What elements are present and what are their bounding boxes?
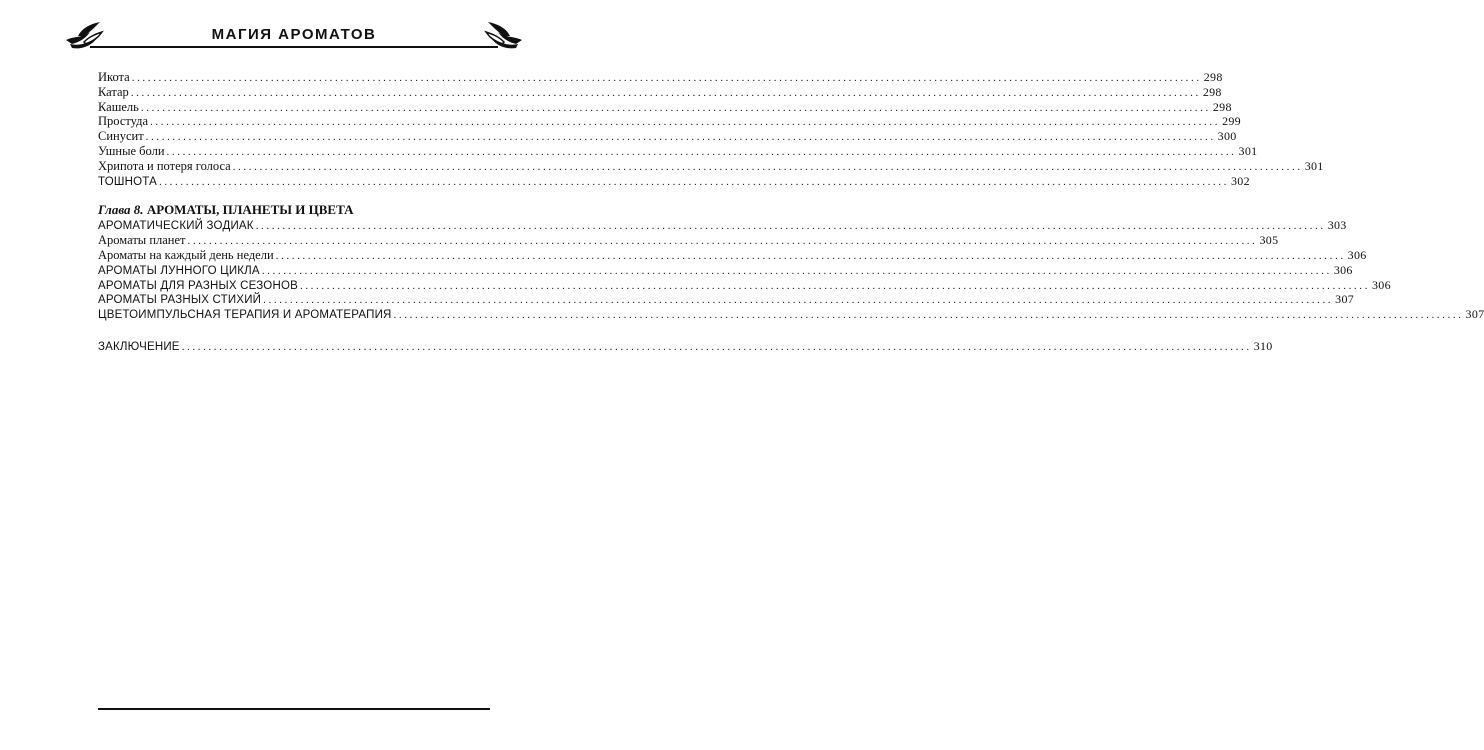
toc-entry-label: Икота [98,70,130,84]
toc-entry-label: Ушные боли [98,143,165,158]
toc-entry [98,143,1258,159]
toc-entry-label: Простуда [98,114,149,129]
toc-entry-label: АРОМАТЫ ДЛЯ РАЗНЫХ СЕЗОНОВ [98,279,298,292]
leader-dots: ........................................................................................................................................................................................................ [261,264,1332,277]
toc-entry-label: Ароматы планет [98,233,186,248]
toc-entry [98,307,1484,322]
toc-entry-page: 307 [1465,307,1484,322]
toc-entry-label: ЗАКЛЮЧЕНИЕ [98,340,180,353]
toc-entry-label: Кашель [98,99,139,114]
leader-dots: ........................................................................................................................................................................................................ [158,175,1229,188]
toc-entry [98,173,1250,189]
chapter-heading [98,202,486,218]
toc-entry [98,262,1353,278]
running-header [76,22,512,52]
footer-rule [98,708,490,710]
toc-entry-page: 298 [1203,70,1223,84]
chapter-title: АРОМАТЫ, ПЛАНЕТЫ И ЦВЕТА [146,202,354,218]
toc-entry-label: АРОМАТЫ ЛУННОГО ЦИКЛА [98,264,260,277]
leader-dots: ........................................................................................................................................................................................................ [263,294,1334,307]
toc-entry-page: 301 [1238,143,1258,158]
toc-entry-conclusion [98,338,1273,354]
toc-entry [98,70,1223,85]
toc-entry [98,114,1241,129]
leader-dots: ........................................................................................................................................................................................................ [255,220,1326,233]
toc-entry-page: 302 [1230,173,1250,188]
leader-dots: ........................................................................................................................................................................................................ [140,101,1211,114]
toc-entry-page: 300 [1217,129,1237,144]
toc-group-ailments [98,70,1324,188]
leader-dots: ........................................................................................................................................................................................................ [393,309,1464,322]
toc-entry-page: 301 [1304,158,1324,173]
running-header-title: МАГИЯ АРОМАТОВ [211,26,377,43]
toc-entry [98,218,1347,233]
toc-entry [98,129,1237,144]
toc-entry-page: 303 [1327,218,1347,233]
toc-entry-page: 298 [1212,99,1232,114]
leader-dots: ........................................................................................................................................................................................................ [187,235,1258,248]
toc-entry-page: 306 [1333,262,1353,277]
leader-dots: ........................................................................................................................................................................................................ [150,116,1221,129]
toc-entry [98,99,1232,115]
toc-entry-label: АРОМАТИЧЕСКИЙ ЗОДИАК [98,220,254,233]
toc-entry [98,158,1324,174]
leader-dots: ........................................................................................................................................................................................................ [166,145,1237,158]
flame-ornament-icon [64,18,104,52]
toc-entry [98,247,1367,263]
toc-entry-label: ЦВЕТОИМПУЛЬСНАЯ ТЕРАПИЯ И АРОМАТЕРАПИЯ [98,309,392,322]
toc-entry-label: АРОМАТЫ РАЗНЫХ СТИХИЙ [98,294,262,307]
toc-entry-page: 305 [1259,233,1279,248]
toc-entry-page: 310 [1253,338,1273,353]
toc-entry [98,233,1279,248]
toc-entry-page: 299 [1222,114,1241,129]
flame-ornament-icon [484,18,524,52]
table-of-contents [98,70,1484,354]
toc-entry-page: 306 [1371,277,1391,292]
leader-dots: ........................................................................................................................................................................................................ [130,86,1201,99]
toc-entry-page: 306 [1347,247,1367,262]
leader-dots: ........................................................................................................................................................................................................ [181,340,1252,353]
toc-entry-page: 307 [1335,292,1355,307]
leader-dots: ........................................................................................................................................................................................................ [299,279,1370,292]
toc-entry-label: Хрипота и потеря голоса [98,158,231,173]
toc-entry-page: 298 [1202,84,1222,99]
toc-entry [98,277,1391,293]
leader-dots: ........................................................................................................................................................................................................ [131,72,1202,84]
leader-dots: ........................................................................................................................................................................................................ [275,249,1346,262]
toc-group-chapter8 [98,218,1484,322]
toc-entry [98,292,1355,307]
toc-entry-label: Ароматы на каждый день недели [98,247,274,262]
leader-dots: ........................................................................................................................................................................................................ [145,131,1216,144]
chapter-number: Глава 8. [98,202,144,218]
toc-entry-label: Синусит [98,129,144,144]
header-rule [90,46,498,48]
leader-dots: ........................................................................................................................................................................................................ [232,160,1303,173]
toc-entry-label: Катар [98,84,129,99]
toc-entry-label: ТОШНОТА [98,175,157,188]
toc-entry [98,84,1222,100]
